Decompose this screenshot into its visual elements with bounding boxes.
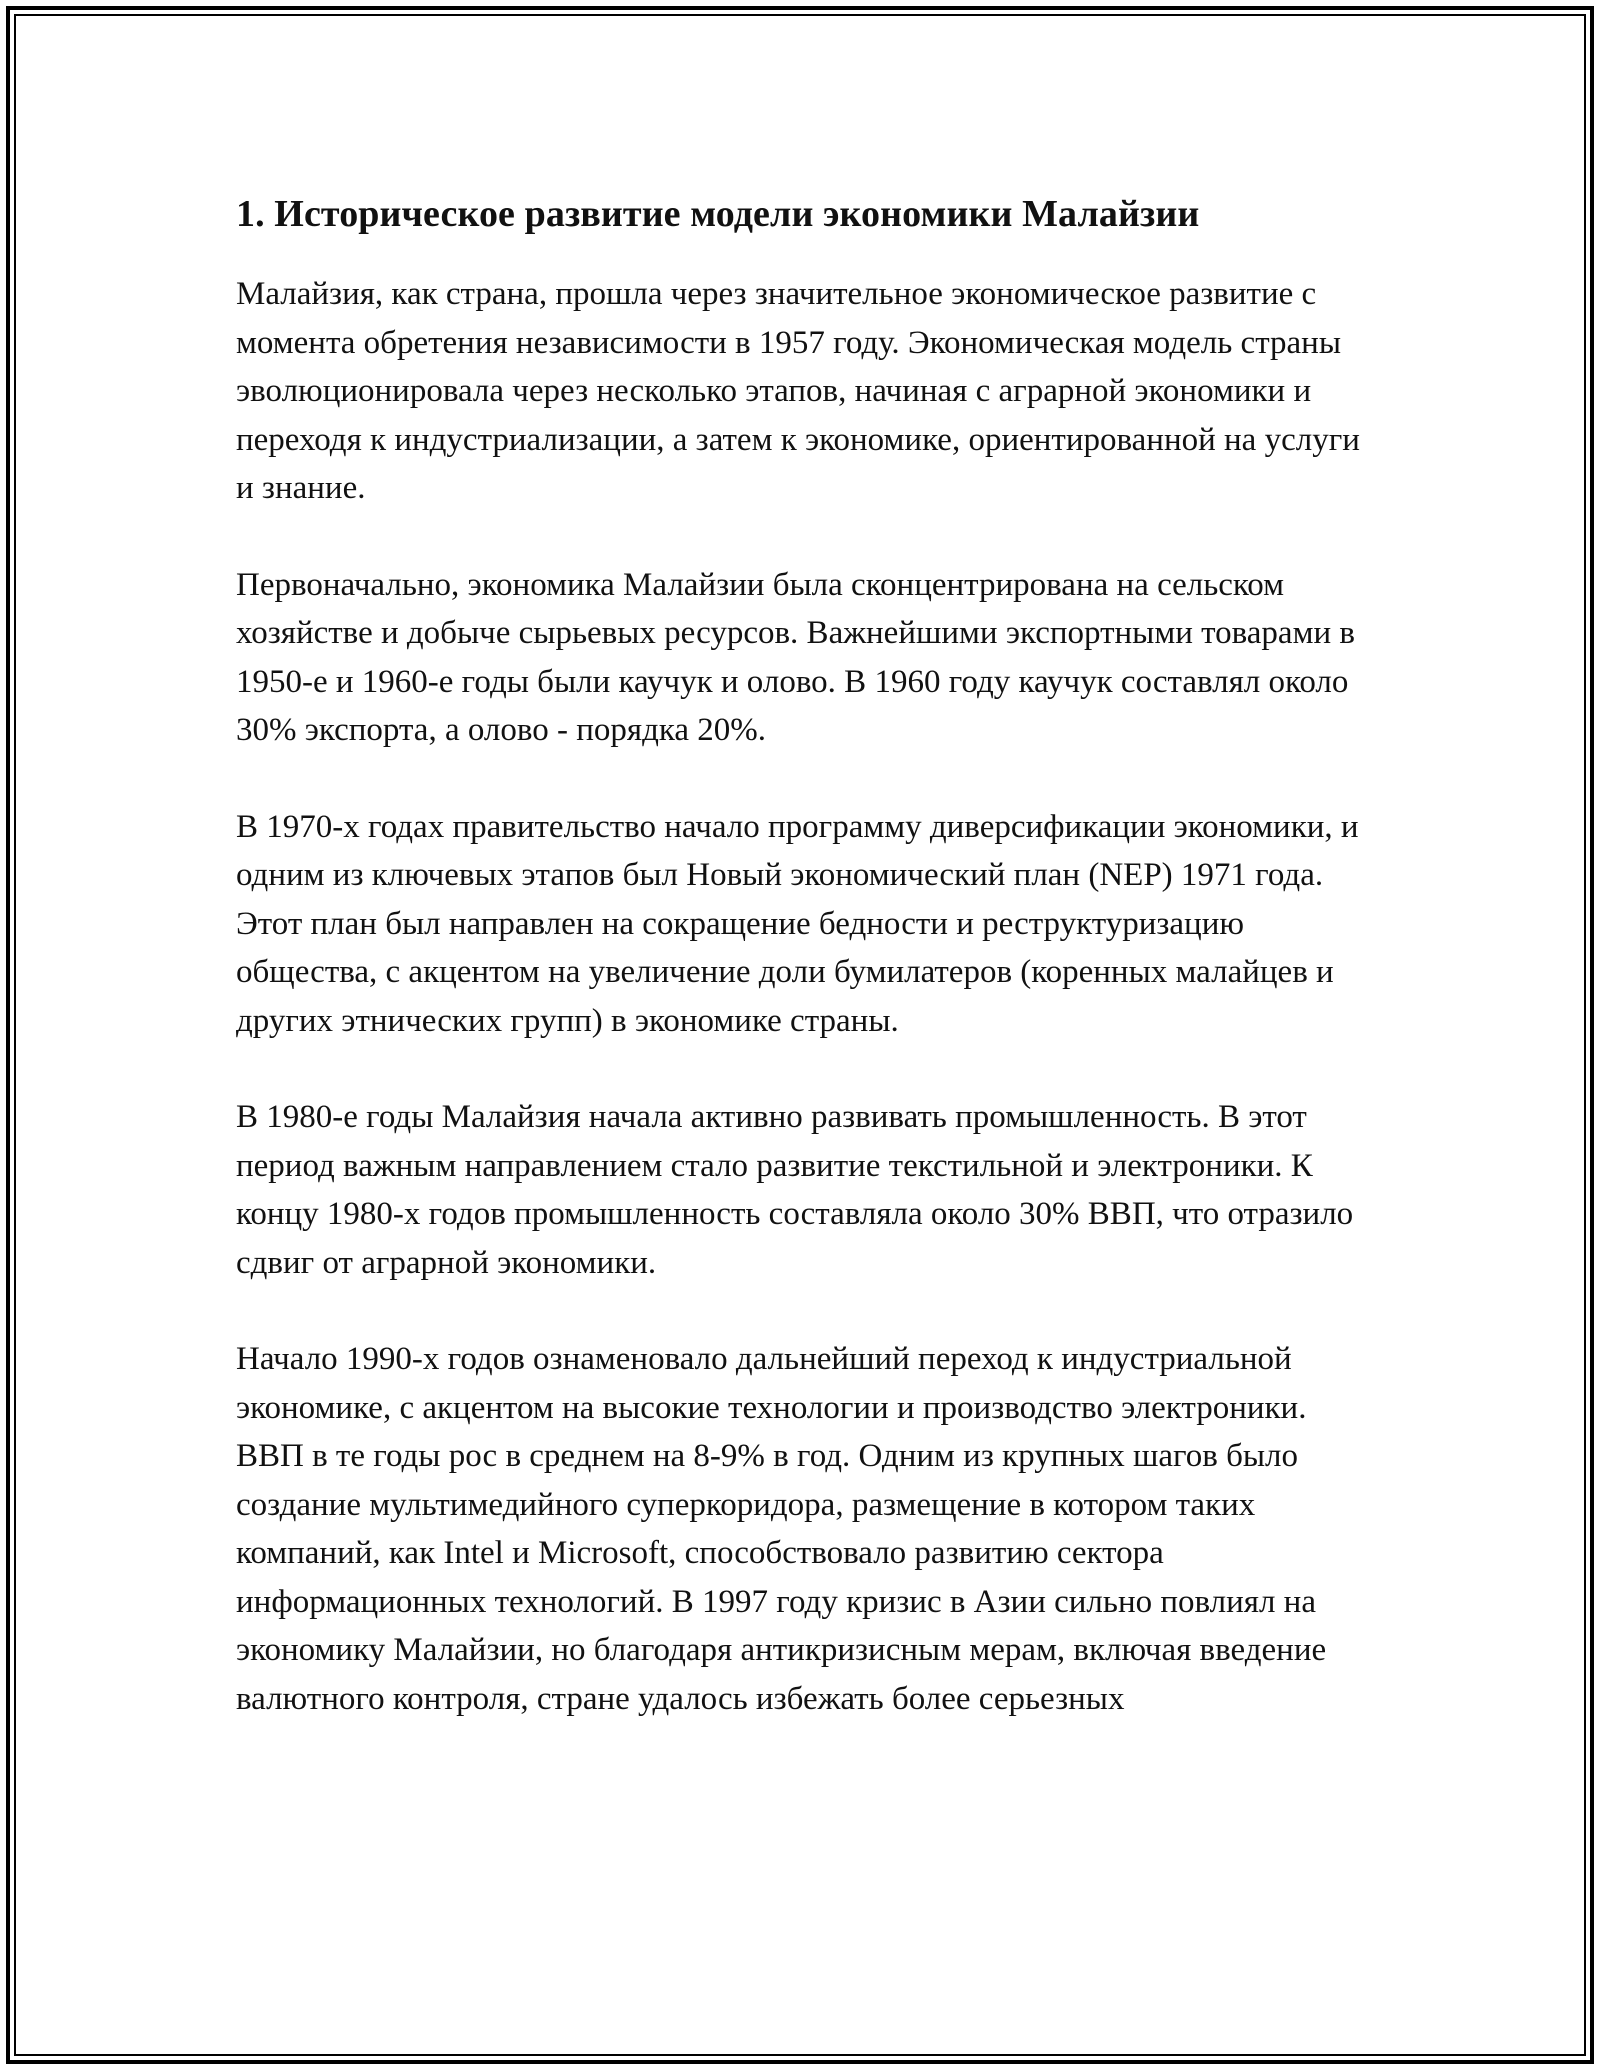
section-heading: 1. Историческое развитие модели экономики Малайзии [236,193,1200,235]
paragraph-nep-1970s: В 1970-х годах правительство начало программу диверсификации экономики, и одним из ключевых этапов был Новый экономический план (NEP) 1971 года. Этот план был направлен на сокращение бедности и реструктуризацию общества, с акцентом на увеличение доли бумилатеров (коренных малайцев и других этнических групп) в экономике страны. [236,808,1359,1039]
paragraph-independence: Малайзия, как страна, прошла через значительное экономическое развитие с момента обретения независимости в 1957 году. Экономическая модель страны эволюционировала через несколько этапов, начиная с аграрной экономики и переходя к индустриализации, а затем к экономике, ориентированной на услуги и знание. [236,276,1360,506]
paragraph-agrarian-economy: Первоначально, экономика Малайзии была сконцентрирована на сельском хозяйстве и добыче сырьевых ресурсов. Важнейшими экспортными товарами в 1950-е и 1960-е годы были каучук и олово. В 1960 году каучук составлял около 30% экспорта, а олово - порядка 20%. [236,566,1355,748]
paragraph-industry-1980s: В 1980-е годы Малайзия начала активно развивать промышленность. В этот период важным направлением стало развитие текстильной и электроники. К концу 1980-х годов промышленность составляла около 30% ВВП, что отразило сдвиг от аграрной экономики. [236,1099,1354,1281]
document-body [236,186,1366,1771]
paragraph-1990s-high-tech: Начало 1990-х годов ознаменовало дальнейший переход к индустриальной экономике, с акцентом на высокие технологии и производство электроники. ВВП в те годы рос в среднем на 8-9% в год. Одним из крупных шагов было создание мультимедийного суперкоридора, размещение в котором таких компаний, как Intel и Microsoft, способствовало развитию сектора информационных технологий. В 1997 году кризис в Азии сильно повлиял на экономику Малайзии, но благодаря антикризисным мерам, включая введение валютного контроля, стране удалось избежать более серьезных [236,1341,1327,1717]
